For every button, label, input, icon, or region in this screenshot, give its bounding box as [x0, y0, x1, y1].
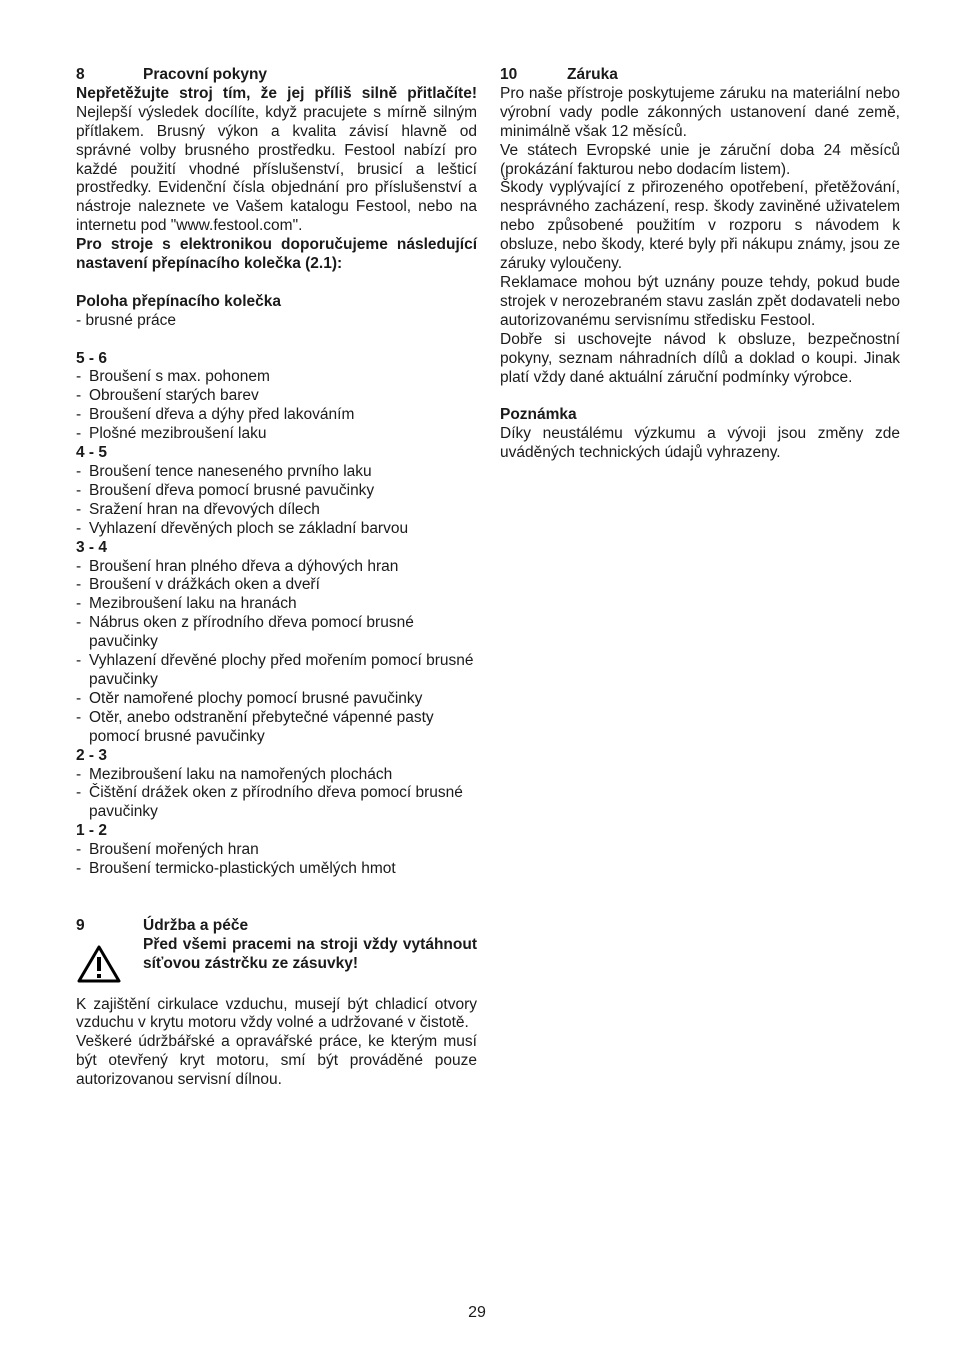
- list-item-text: Obroušení starých barev: [89, 387, 259, 405]
- list-item: - Čištění drážek oken z přírodního dřeva pomocí brusné pavučinky: [76, 784, 463, 821]
- warranty-paragraph-3: Škody vyplývající z přirozeného opotřebení, přetěžování, nesprávného zacházení, resp. škody zaviněné uživatelem nebo způsobené použitím v rozporu s návodem k obsluze, nebo škody, které byly při nákupu známy, jsou ze záruky vyloučeny.: [500, 179, 900, 273]
- list-item: - Mezibroušení laku na hranách: [76, 595, 297, 613]
- section-title: Údržba a péče: [143, 916, 249, 934]
- maintenance-paragraph-1: K zajištění cirkulace vzduchu, musejí být chladicí otvory vzduchu v krytu motoru vždy volné a udržované v čistotě.: [76, 995, 477, 1032]
- list-item-text: Mezibroušení laku na hranách: [89, 595, 297, 613]
- list-item: - Broušení dřeva pomocí brusné pavučinky: [76, 481, 375, 499]
- list-item-text: Broušení dřeva a dýhy před lakováním: [89, 406, 355, 424]
- list-item: - Broušení dřeva a dýhy před lakováním: [76, 406, 355, 424]
- list-item: - Otěr, anebo odstranění přebytečné vápenné pasty pomocí brusné pavučinky: [76, 708, 434, 745]
- instructions-text: Nejlepší výsledek docílíte, když pracujete s mírně silným přítlakem. Brusný výkon a kvalita závisí hlavně od správné volby brusného prostředku. Festool nabízí pro každé použití vhodné příslušenství, brusicí a lešticí prostředky. Evidenční čísla objednání pro příslušenství a nástroje naleznete ve Vašem katalogu Festool, nebo na internetu pod "www.festool.com".: [76, 103, 477, 235]
- list-item: - Broušení mořených hran: [76, 841, 259, 859]
- list-item: - Broušení tence naneseného prvního laku: [76, 463, 372, 480]
- setting-group-label: 2 - 3: [76, 746, 108, 764]
- list-item: - Vyhlazení dřevěných ploch se základní barvou: [76, 519, 409, 537]
- list-item: - Plošné mezibroušení laku: [76, 425, 267, 443]
- list-item: - Obroušení starých barev: [76, 387, 259, 405]
- list-item-text: Broušení hran plného dřeva a dýhových hran: [89, 557, 399, 575]
- wheel-position-heading: Poloha přepínacího kolečka: [76, 292, 282, 310]
- list-item-text: Broušení termicko-plastických umělých hmot: [89, 860, 396, 878]
- warranty-paragraph-4: Reklamace mohou být uznány pouze tehdy, pokud bude strojek v nerozebraném stavu zaslán zpět dodavateli nebo autorizovanému servisnímu středisku Festool.: [500, 273, 900, 329]
- page-number: 29: [468, 1304, 486, 1321]
- setting-group-label: 3 - 4: [76, 538, 108, 556]
- list-item-text: Čištění drážek oken z přírodního dřeva pomocí brusné pavučinky: [89, 784, 463, 821]
- setting-group-label: 4 - 5: [76, 444, 108, 462]
- list-item: - Otěr namořené plochy pomocí brusné pavučinky: [76, 689, 423, 707]
- list-item-text: Broušení tence naneseného prvního laku: [89, 463, 372, 480]
- unplug-warning-text: Před všemi pracemi na stroji vždy vytáhnout síťovou zástrčku ze zásuvky!: [143, 935, 477, 972]
- list-item: - Broušení s max. pohonem: [76, 368, 270, 386]
- safety-warning: [76, 936, 477, 990]
- recommendation-text: Pro stroje s elektronikou doporučujeme následující nastavení přepínacího kolečka (2.1):: [76, 236, 477, 273]
- list-item: - Mezibroušení laku na namořených plochách: [76, 765, 393, 783]
- setting-group-label: 1 - 2: [76, 822, 108, 840]
- list-item: - Sražení hran na dřevových dílech: [76, 500, 320, 518]
- wheel-settings-list: [76, 350, 477, 879]
- list-item-text: Vyhlazení dřevěných ploch se základní barvou: [89, 519, 409, 537]
- list-item: - Broušení hran plného dřeva a dýhových hran: [76, 557, 399, 575]
- list-item-text: Broušení s max. pohonem: [89, 368, 270, 386]
- list-item: - Nábrus oken z přírodního dřeva pomocí brusné pavučinky: [76, 614, 414, 651]
- warranty-paragraph-2: Ve státech Evropské unie je záruční doba 24 měsíců (prokázání fakturou nebo dodacím listem).: [500, 141, 900, 178]
- note-heading: Poznámka: [500, 406, 577, 424]
- list-item-text: Plošné mezibroušení laku: [89, 425, 267, 443]
- section-number: 10: [500, 66, 518, 83]
- list-item-text: Broušení v drážkách oken a dveří: [89, 576, 320, 594]
- section-number: 8: [76, 66, 85, 83]
- list-item-text: Nábrus oken z přírodního dřeva pomocí brusné pavučinky: [89, 614, 414, 651]
- list-item-text: Sražení hran na dřevových dílech: [89, 500, 320, 518]
- setting-group-list: [76, 368, 477, 444]
- warning-triangle-icon: [76, 936, 143, 990]
- list-item-text: Otěr, anebo odstranění přebytečné vápenné pasty pomocí brusné pavučinky: [89, 708, 434, 745]
- left-column: [76, 66, 477, 1090]
- list-item-text: Broušení mořených hran: [89, 841, 259, 859]
- list-item-text: Vyhlazení dřevěné plochy před mořením pomocí brusné pavučinky: [89, 652, 474, 688]
- section-10-heading: [500, 66, 900, 85]
- overload-warning: Nepřetěžujte stroj tím, že jej příliš silně přitlačíte!: [76, 84, 477, 102]
- setting-group-list: [76, 558, 477, 747]
- setting-group-list: [76, 766, 477, 823]
- section-title: Záruka: [567, 66, 618, 83]
- maintenance-paragraph-2: Veškeré údržbářské a opravářské práce, ke kterým musí být otevřený kryt motoru, smí být prováděné pouze autorizovanou servisní dílnou.: [76, 1033, 477, 1089]
- section-9-heading: [76, 917, 477, 936]
- setting-group-list: [76, 841, 477, 879]
- list-item-text: Broušení dřeva pomocí brusné pavučinky: [89, 481, 375, 499]
- list-item: - Broušení termicko-plastických umělých hmot: [76, 860, 396, 878]
- list-item: - Vyhlazení dřevěné plochy před mořením pomocí brusné pavučinky: [76, 652, 474, 688]
- wheel-position-subtitle: - brusné práce: [76, 311, 176, 329]
- setting-group-list: [76, 463, 477, 539]
- setting-group-label: 5 - 6: [76, 349, 108, 367]
- section-8-heading: [76, 66, 477, 85]
- list-item: - Broušení v drážkách oken a dveří: [76, 576, 320, 594]
- list-item-text: Mezibroušení laku na namořených plochách: [89, 765, 393, 783]
- warranty-paragraph-1: Pro naše přístroje poskytujeme záruku na materiální nebo výrobní vady podle zákonných ustanovení dané země, minimálně však 12 měsíců.: [500, 84, 900, 140]
- work-instructions-paragraph: [76, 85, 477, 236]
- right-column: [500, 66, 900, 463]
- note-text: Díky neustálému výzkumu a vývoji jsou změny zde uváděných technických údajů vyhrazeny.: [500, 425, 900, 462]
- warranty-paragraph-5: Dobře si uschovejte návod k obsluze, bezpečnostní pokyny, seznam náhradních dílů a doklad o koupi. Jinak platí vždy dané aktuální záruční podmínky výrobce.: [500, 330, 900, 386]
- section-number: 9: [76, 916, 85, 934]
- list-item-text: Otěr namořené plochy pomocí brusné pavučinky: [89, 689, 423, 707]
- section-title: Pracovní pokyny: [143, 66, 268, 83]
